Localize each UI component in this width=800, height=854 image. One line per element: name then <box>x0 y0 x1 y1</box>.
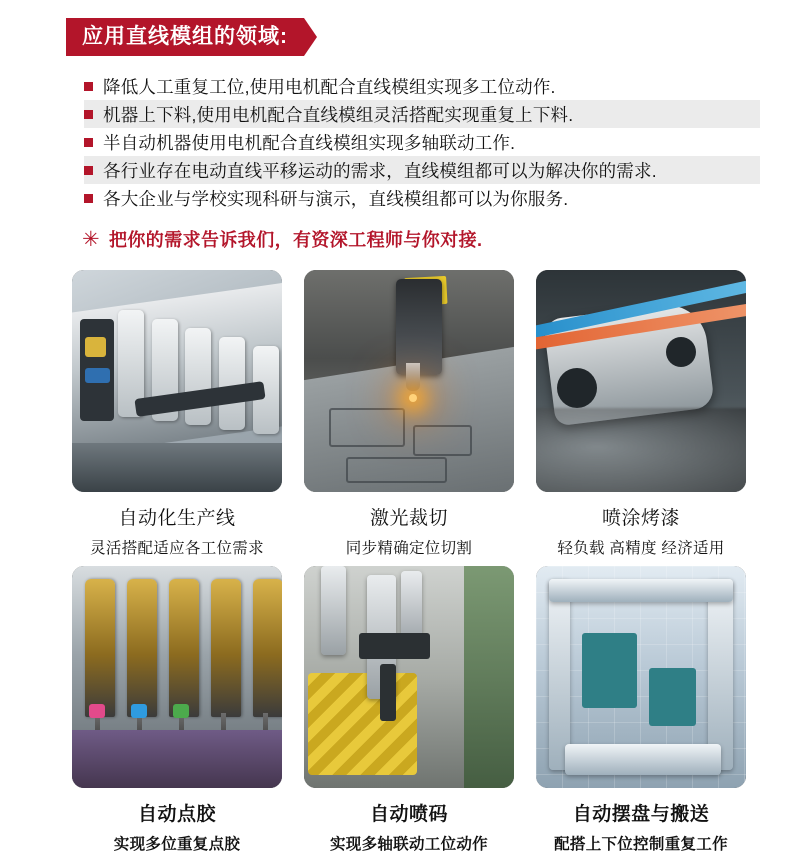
card-title: 自动点胶 <box>137 804 216 826</box>
laser-cutting-photo <box>304 270 514 492</box>
list-item-text: 各行业存在电动直线平移运动的需求，直线模组都可以为解决你的需求. <box>103 160 657 181</box>
card-title: 自动喷码 <box>369 804 448 826</box>
card-title: 激光裁切 <box>369 508 448 530</box>
application-card[interactable] <box>304 566 514 854</box>
list-item <box>84 156 760 184</box>
benefit-list <box>40 72 760 212</box>
automatic-palletizing-transfer-photo <box>536 566 746 788</box>
page-title: 应用直线模组的领域: <box>66 18 304 56</box>
application-card[interactable] <box>72 270 282 558</box>
card-subtitle: 轻负载 高精度 经济适用 <box>557 540 725 558</box>
square-bullet-icon <box>84 110 93 119</box>
application-card[interactable] <box>72 566 282 854</box>
application-card-grid <box>72 270 760 854</box>
square-bullet-icon <box>84 82 93 91</box>
card-subtitle: 实现多位重复点胶 <box>113 836 241 854</box>
square-bullet-icon <box>84 166 93 175</box>
list-item-text: 各大企业与学校实现科研与演示，直线模组都可以为你服务. <box>103 188 569 209</box>
list-item-text: 机器上下料,使用电机配合直线模组灵活搭配实现重复上下料. <box>103 104 574 125</box>
heading-container <box>40 0 760 56</box>
card-subtitle: 配搭上下位控制重复工作 <box>554 836 728 854</box>
card-subtitle: 实现多轴联动工位动作 <box>329 836 488 854</box>
list-item <box>84 72 760 100</box>
square-bullet-icon <box>84 138 93 147</box>
application-card[interactable] <box>536 270 746 558</box>
card-title: 喷涂烤漆 <box>601 508 680 530</box>
contact-note-text: 把你的需求告诉我们，有资深工程师与你对接. <box>109 230 483 251</box>
list-item <box>84 128 760 156</box>
spray-painting-robot-photo <box>536 270 746 492</box>
application-card[interactable] <box>304 270 514 558</box>
list-item <box>84 100 760 128</box>
asterisk-icon: ✳ <box>82 227 100 251</box>
list-item-text: 降低人工重复工位,使用电机配合直线模组实现多工位动作. <box>103 76 556 97</box>
list-item <box>84 184 760 212</box>
card-subtitle: 灵活搭配适应各工位需求 <box>90 540 264 558</box>
contact-note <box>82 226 760 252</box>
card-subtitle: 同步精确定位切割 <box>345 540 473 558</box>
automatic-inkjet-coding-photo <box>304 566 514 788</box>
list-item-text: 半自动机器使用电机配合直线模组实现多轴联动工作. <box>103 132 516 153</box>
application-card[interactable] <box>536 566 746 854</box>
square-bullet-icon <box>84 194 93 203</box>
card-title: 自动摆盘与搬送 <box>572 804 710 826</box>
automatic-dispensing-photo <box>72 566 282 788</box>
card-title: 自动化生产线 <box>118 508 236 530</box>
automation-production-line-photo <box>72 270 282 492</box>
